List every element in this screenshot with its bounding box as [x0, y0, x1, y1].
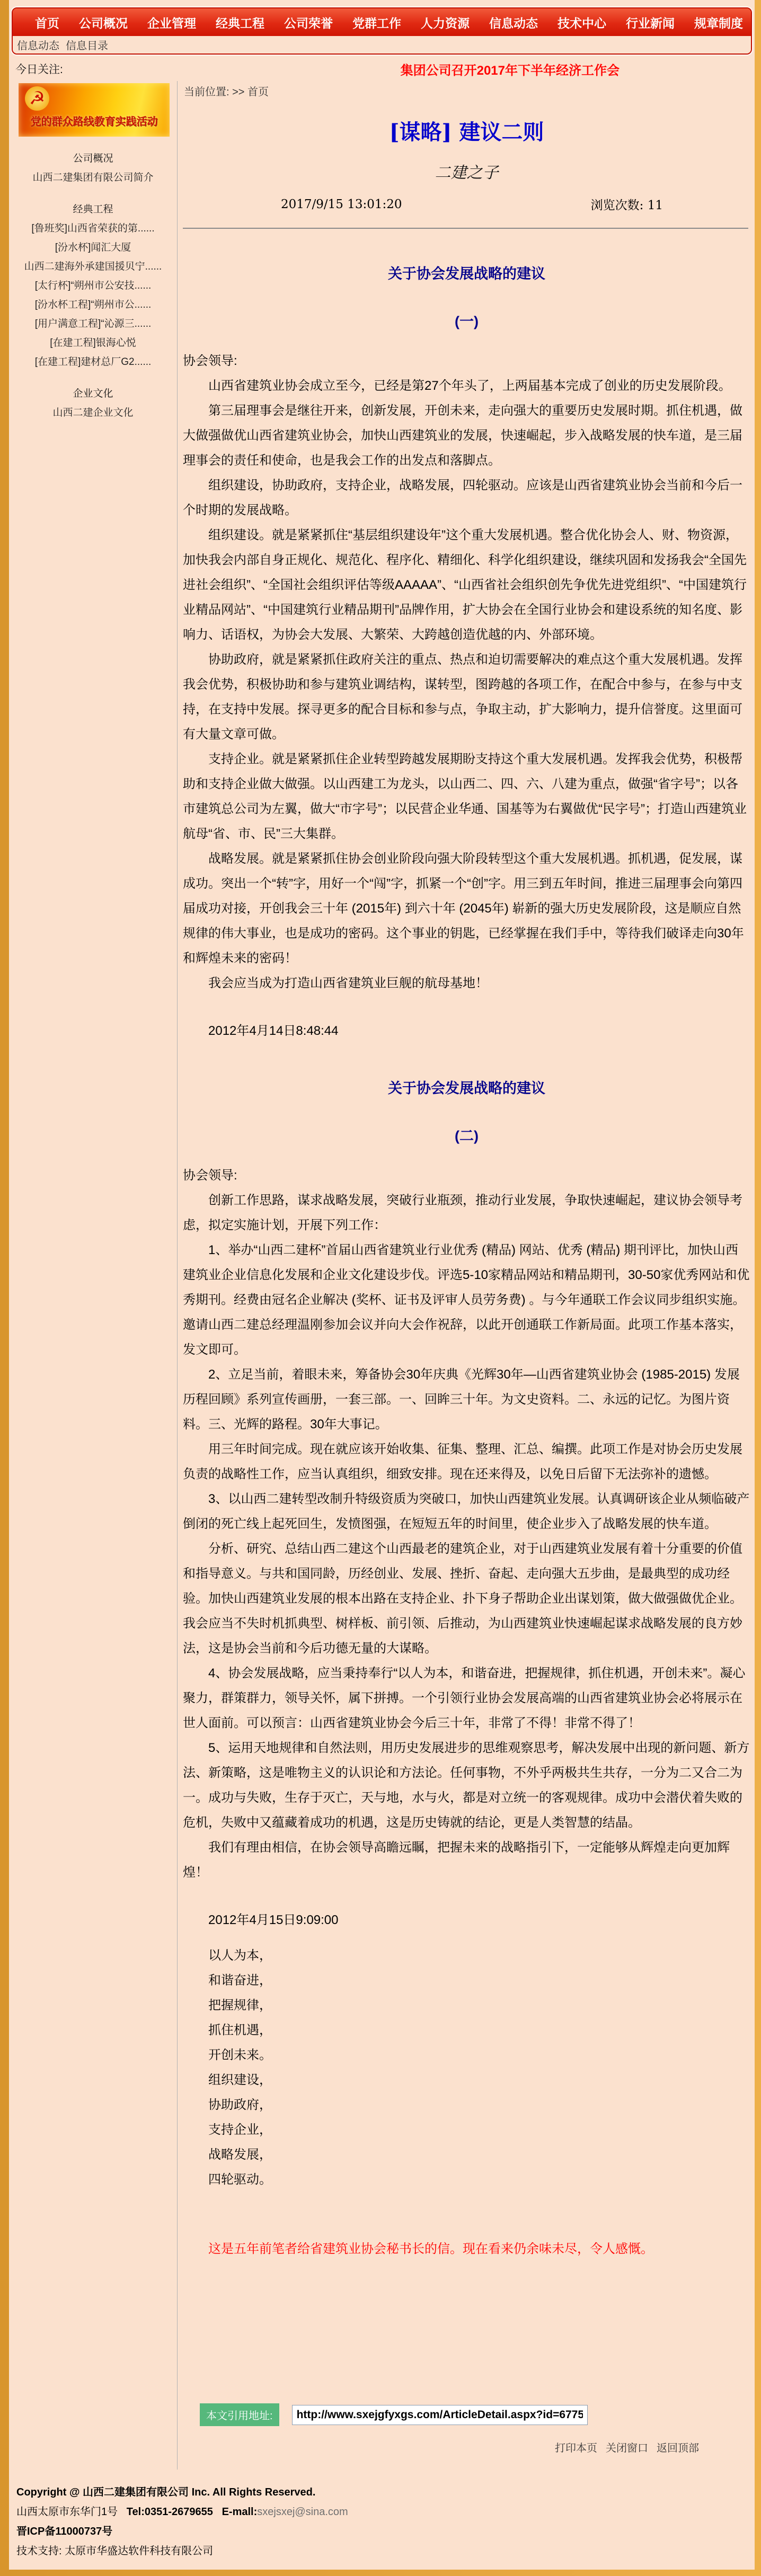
sidebar-section-heading: 经典工程 — [73, 204, 113, 215]
article-short-line: 协助政府， — [208, 2098, 272, 2112]
today-focus-label: 今日关注: — [15, 64, 63, 76]
article-salutation: 协会领导: — [183, 1168, 237, 1183]
sidebar-item[interactable]: [太行杯]“朔州市公安技...... — [34, 280, 152, 291]
party-banner-text: 党的群众路线教育实践活动 — [30, 116, 158, 128]
main-column — [177, 81, 755, 2470]
subnav-item[interactable]: 信息动态 — [17, 40, 59, 52]
article-short-line: 组织建设， — [208, 2073, 272, 2087]
subnav-item[interactable]: 信息目录 — [66, 40, 108, 52]
sidebar — [9, 81, 177, 2470]
content-layout — [9, 81, 755, 2470]
article-salutation: 协会领导: — [183, 354, 237, 368]
article-publish-datetime: 2017/9/15 13:01:20 — [281, 197, 402, 211]
sidebar-item[interactable]: 山西二建企业文化 — [52, 407, 134, 418]
cite-url-input[interactable] — [292, 2405, 588, 2425]
cite-address-label: 本文引用地址: — [200, 2403, 279, 2426]
article-section-title: 关于协会发展战略的建议 — [388, 1080, 545, 1096]
breadcrumb-label: 当前位置: >> — [184, 86, 245, 98]
article-paragraph: 3、以山西二建转型改制升特级资质为突破口，加快山西建筑业发展。认真调研该企业从频临破产倒闭的死亡线上起死回生，发愤图强，在短短五年的时间里，使企业步入了战略发展的快车道。 — [183, 1492, 750, 1531]
footer-copyright: Copyright @ 山西二建集团有限公司 Inc. All Rights Reserved. — [16, 2486, 316, 2498]
article-paragraph: 我会应当成为打造山西省建筑业巨舰的航母基地！ — [208, 976, 488, 990]
sidebar-item[interactable]: 山西二建集团有限公司简介 — [32, 172, 154, 183]
article-paragraph: 战略发展。就是紧紧抓住协会创业阶段向强大阶段转型这个重大发展机遇。抓机遇，促发展，谋成功。突出一个“转”字，用好一个“闯”字，抓紧一个“创”字。用三到五年时间，推进三届理事会向第四届成功对接，开创我会三十年 (2015年) 到六十年 (2045年) 崭新的强大历史发展阶段，这是顺应自然规律的伟大事业，也是成功的密码。这个事业的钥匙，已经掌握在我们手中，等待我们破译走向30年和辉煌未来的密码！ — [183, 852, 744, 965]
footer-address: 山西太原市东华门1号 — [16, 2506, 118, 2518]
article-section-number: (一) — [455, 314, 479, 329]
sidebar-item[interactable]: [鲁班奖]山西省荣获的第...... — [31, 223, 155, 234]
action-link[interactable]: 打印本页 — [555, 2443, 597, 2454]
cite-row — [200, 2403, 588, 2426]
article-short-line: 把握规律， — [208, 1998, 272, 2012]
article-author: 二建之子 — [435, 164, 499, 182]
article-short-line: 以人为本， — [208, 1948, 272, 1963]
party-banner-image[interactable] — [19, 83, 170, 137]
nav-item[interactable]: 企业管理 — [147, 16, 196, 30]
breadcrumb — [184, 83, 750, 99]
sidebar-section-heading: 公司概况 — [73, 153, 113, 164]
article-paragraph: 4、协会发展战略，应当秉持奉行“以人为本，和谐奋进，把握规律，抓住机遇，开创未来”。凝心聚力，群策群力，领导关怀，属下拼搏。一个引领行业协会发展高端的山西省建筑业协会必将展示在世人面前。可以预言：山西省建筑业协会今后三十年，非常了不得！非常不得了！ — [183, 1666, 746, 1730]
sidebar-item[interactable]: [用户满意工程]“沁源三...... — [34, 318, 152, 329]
article-paragraph: 创新工作思路，谋求战略发展，突破行业瓶颈，推动行业发展，争取快速崛起，建议协会领导考虑，拟定实施计划，开展下列工作： — [183, 1193, 742, 1232]
article-short-line: 和谐奋进， — [208, 1973, 272, 1988]
view-count-value: 11 — [647, 199, 663, 212]
nav-item[interactable]: 公司荣誉 — [284, 16, 333, 30]
sidebar-menu — [9, 149, 177, 423]
article-section-number: (二) — [455, 1128, 479, 1144]
article-paragraph: 山西省建筑业协会成立至今，已经是第27个年头了，上两届基本完成了创业的历史发展阶段。 — [208, 379, 731, 393]
sidebar-item[interactable]: [在建工程]建材总厂G2...... — [34, 356, 152, 368]
today-focus-row — [9, 60, 755, 78]
nav-item[interactable]: 信息动态 — [489, 16, 538, 30]
breadcrumb-home-link[interactable]: 首页 — [247, 86, 269, 98]
page-body — [9, 0, 755, 2570]
article-paragraph: 组织建设。就是紧紧抓住“基层组织建设年”这个重大发展机遇。整合优化协会人、财、物资源，加快我会内部自身正规化、规范化、程序化、精细化、科学化组织建设，继续巩固和发扬我会“全国先进社会组织”、“全国社会组织评估等级AAAAA”、“山西省社会组织创先争优先进党组织”、“中国建筑行业精品网站”、“中国建筑行业精品期刊”品牌作用，扩大协会在全国行业协会和建设系统的知名度、影响力、话语权，为协会大发展、大繁荣、大跨越创造优越的内、外部环境。 — [183, 528, 747, 642]
footer-email: sxejsxej@sina.com — [257, 2506, 348, 2518]
nav-item[interactable]: 公司概况 — [79, 16, 128, 30]
nav-item[interactable]: 技术中心 — [558, 16, 606, 30]
sub-nav — [13, 36, 751, 53]
article-paragraph: 5、运用天地规律和自然法则，用历史发展进步的思维观察思考，解决发展中出现的新问题、新方法、新策略，这是唯物主义的认识论和方法论。任何事物，不外乎两极共生共存，一分为二又合二为一。成功与失败，生存于灭亡，天与地，水与火，都是对立统一的客观规律。成功中会潜伏着失败的危机，失败中又蕴藏着成功的机遇，这是历史铸就的结论，更是人类智慧的结晶。 — [183, 1741, 750, 1830]
footer-contact-line — [16, 2502, 348, 2522]
article-short-line: 开创未来。 — [208, 2048, 272, 2062]
article-body — [183, 265, 750, 2261]
article-paragraph: 1、举办“山西二建杯”首届山西省建筑业行业优秀 (精品) 网站、优秀 (精品) 期刊评比，加快山西建筑业企业信息化发展和企业文化建设步伐。评选5-10家精品网站和精品期刊，30-50家优秀网站和优秀期刊。经费由冠名企业解决 (奖杯、证书及评审人员劳务费) 。与今年通联工作会议同步组织实施。邀请山西二建总经理温刚参加会议并向大会作祝辞，以此开创通联工作新局面。此项工作基本落实，发文即可。 — [183, 1243, 750, 1357]
article-paragraph: 用三年时间完成。现在就应该开始收集、征集、整理、汇总、编撰。此项工作是对协会历史发展负责的战略性工作，应当认真组织，细致安排。现在还来得及，以免日后留下无法弥补的遗憾。 — [183, 1442, 742, 1481]
article-paragraph: 2、立足当前，着眼未来，筹备协会30年庆典《光辉30年—山西省建筑业协会 (1985-2015) 发展历程回顾》系列宣传画册，一套三部。一、回眸三十年。为文史资料。二、永远的记忆。为图片资料。三、光辉的路程。30年大事记。 — [183, 1367, 740, 1432]
footer-icp: 晋ICP备11000737号 — [16, 2526, 113, 2537]
article-signoff-date: 2012年4月15日9:09:00 — [208, 1913, 339, 1927]
top-nav-box — [12, 7, 752, 55]
party-emblem-icon: ☭ — [25, 86, 49, 111]
article-paragraph: 第三届理事会是继往开来，创新发展，开创未来，走向强大的重要历史发展时期。抓住机遇，做大做强做优山西省建筑业协会，加快山西建筑业的发展，快速崛起，步入战略发展的快车道，是三届理事会的责任和使命，也是我会工作的出发点和落脚点。 — [183, 404, 742, 468]
page-footer — [16, 2483, 348, 2561]
article-section-title: 关于协会发展战略的建议 — [388, 266, 545, 282]
footer-email-label: E-mall: — [222, 2506, 258, 2518]
article-paragraph: 协助政府，就是紧紧抓住政府关注的重点、热点和迫切需要解决的难点这个重大发展机遇。发挥我会优势，积极协助和参与建筑业调结构，谋转型，图跨越的各项工作，在配合中参与，在参与中支持，在支持中发展。探寻更多的配合目标和参与点，争取主动，扩大影响力，提升信誉度。这里面可有大量文章可做。 — [183, 652, 742, 741]
footer-tel: Tel:0351-2679655 — [126, 2506, 213, 2518]
article-paragraph: 我们有理由相信，在协会领导高瞻远瞩，把握未来的战略指引下，一定能够从辉煌走向更加辉煌！ — [183, 1840, 730, 1880]
sidebar-item[interactable]: 山西二建海外承建国援贝宁...... — [24, 261, 162, 272]
header-divider — [183, 228, 748, 229]
nav-item[interactable]: 党群工作 — [352, 16, 401, 30]
article-signoff-date: 2012年4月14日8:48:44 — [208, 1024, 339, 1038]
article-meta-row — [183, 195, 750, 213]
article-short-line: 支持企业， — [208, 2123, 272, 2137]
nav-item[interactable]: 经典工程 — [216, 16, 264, 30]
action-link[interactable]: 返回顶部 — [657, 2443, 699, 2454]
nav-item[interactable]: 首页 — [35, 16, 59, 30]
view-count-label: 浏览次数: — [590, 199, 644, 212]
article-paragraph: 组织建设，协助政府，支持企业，战略发展，四轮驱动。应该是山西省建筑业协会当前和今后一个时期的发展战略。 — [183, 478, 742, 517]
article-paragraph: 支持企业。就是紧紧抓住企业转型跨越发展期盼支持这个重大发展机遇。发挥我会优势，积极帮助和支持企业做大做强。以山西建工为龙头，以山西二、四、六、八建为重点，做强“省字号”；以各市建筑总公司为左翼，做大“市字号”；以民营企业华通、国基等为右翼做优“民字号”；打造山西建筑业航母“省、市、民”三大集群。 — [183, 752, 747, 841]
article-title: [谋略] 建议二则 — [389, 120, 544, 145]
article-paragraph: 分析、研究、总结山西二建这个山西最老的建筑企业，对于山西建筑业发展有着十分重要的价值和指导意义。与共和国同龄，历经创业、发展、挫折、奋起、走向强大五步曲，是最典型的成功经验。加快山西建筑业发展的根本出路在支持企业、扑下身子帮助企业出谋划策，做大做强做优企业。我会应当不失时机抓典型、树样板、前引领、后推动，为山西建筑业快速崛起谋求战略发展的良方妙法，这是协会当前和今后功德无量的大谋略。 — [183, 1542, 742, 1656]
footer-support: 技术支持: 太原市华盛达软件科技有限公司 — [16, 2545, 214, 2557]
main-nav — [13, 8, 751, 36]
sidebar-item[interactable]: [在建工程]银海心悦 — [50, 337, 136, 348]
nav-item[interactable]: 行业新闻 — [626, 16, 675, 30]
nav-item[interactable]: 人力资源 — [421, 16, 470, 30]
article-red-note: 这是五年前笔者给省建筑业协会秘书长的信。现在看来仍余味未尽，令人感慨。 — [208, 2242, 653, 2256]
article-short-line: 四轮驱动。 — [208, 2172, 272, 2187]
sidebar-item[interactable]: [汾水杯]闻汇大厦 — [55, 242, 131, 253]
action-link[interactable]: 关闭窗口 — [606, 2443, 648, 2454]
page-actions — [9, 2439, 755, 2455]
article-short-line: 抓住机遇， — [208, 2023, 272, 2037]
headline-marquee[interactable]: 集团公司召开2017年下半年经济工作会 — [400, 63, 620, 78]
sidebar-section-heading: 企业文化 — [73, 388, 113, 399]
article-view-count — [591, 195, 663, 213]
article-short-line: 战略发展， — [208, 2148, 272, 2162]
nav-item[interactable]: 规章制度 — [694, 16, 743, 30]
sidebar-item[interactable]: [汾水杯工程]“朔州市公...... — [34, 299, 152, 310]
